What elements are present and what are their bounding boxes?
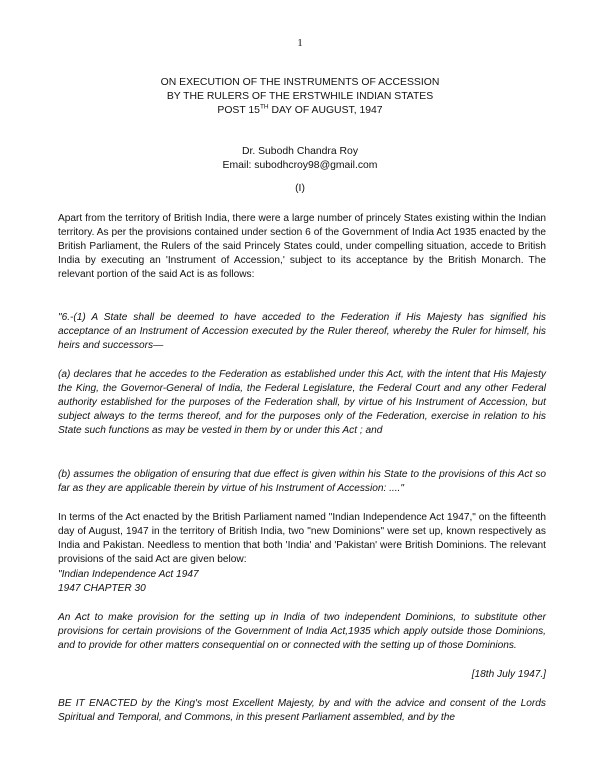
enacting-clause: [58, 697, 546, 725]
title-line-3-pre: POST 15: [217, 105, 260, 116]
act-chapter: 1947 CHAPTER 30: [58, 583, 146, 595]
intro-paragraph: Apart from the territory of British India, there were a large number of princely States existing within the Indian territory. As per the provisions contained under section 6 of the Government of India Act 1935 enacted by the British Parliament, the Rulers of the said Princely States could, under compelling situation, accede to British India by executing an 'Instrument of Accession,' subject to its acceptance by the British Monarch. The relevant portion of the said Act is as follows:: [58, 213, 546, 281]
quote-clause-a: (a) declares that he accedes to the Federation as established under this Act, with the intent that His Majesty the King, the Governor-General of India, the Federal Legislature, the Federal Court and any other Federal authority established for the purposes of the Federation shall, by virtue of his Instrument of Accession, but subject always to the terms thereof, and for the purposes only of the Federation, exercise in relation to his State such functions as may be vested in them by or under this Act ; and: [58, 369, 546, 437]
title-line-3: [0, 104, 600, 118]
act-date: [18th July 1947.]: [471, 669, 546, 680]
document-title: [0, 76, 600, 118]
title-line-3-sup: TH: [259, 103, 269, 111]
author-block: [0, 145, 600, 173]
act-title: "Indian Independence Act 1947: [58, 569, 199, 580]
author-email: Email: subodhcroy98@gmail.com: [222, 160, 378, 171]
independence-act-paragraph: In terms of the Act enacted by the British Parliament named "Indian Independence Act 1947," on the fifteenth day of August, 1947 in the territory of British India, two "new Dominions" were set up, known respectively as India and Pakistan. Needless to mention that both 'India' and 'Pakistan' were British Dominions. The relevant provisions of the said Act are given below:: [58, 512, 546, 566]
page-number: 1: [297, 37, 303, 49]
author-name: Dr. Subodh Chandra Roy: [241, 146, 359, 157]
enacting-clause-text: by the King's most Excellent Majesty, by and with the advice and consent of the Lords Spiritual and Temporal, and Commons, in this present Parliament assembled, and by the: [58, 698, 546, 724]
act-heading: [58, 568, 546, 596]
quote-clause-b: (b) assumes the obligation of ensuring that due effect is given within his State to the provisions of this Act so far as they are applicable therein by virtue of his Instrument of Accession: ....": [58, 469, 546, 495]
enacting-clause-lead: BE IT ENACTED: [58, 698, 138, 709]
section-heading: (I): [295, 183, 305, 194]
act-description: An Act to make provision for the setting up in India of two independent Dominions, to substitute other provisions for certain provisions of the Government of India Act,1935 which apply outside those Dominions, and to provide for other matters consequential on or connected with the setting up of those Dominions.: [58, 612, 546, 652]
title-line-1: ON EXECUTION OF THE INSTRUMENTS OF ACCESSION: [160, 77, 440, 88]
quote-section-6: "6.-(1) A State shall be deemed to have acceded to the Federation if His Majesty has signified his acceptance of an Instrument of Accession executed by the Ruler thereof, whereby the Ruler for himself, his heirs and successors—: [58, 312, 546, 352]
title-line-3-post: DAY OF AUGUST, 1947: [268, 105, 383, 116]
title-line-2: BY THE RULERS OF THE ERSTWHILE INDIAN STATES: [166, 91, 434, 102]
